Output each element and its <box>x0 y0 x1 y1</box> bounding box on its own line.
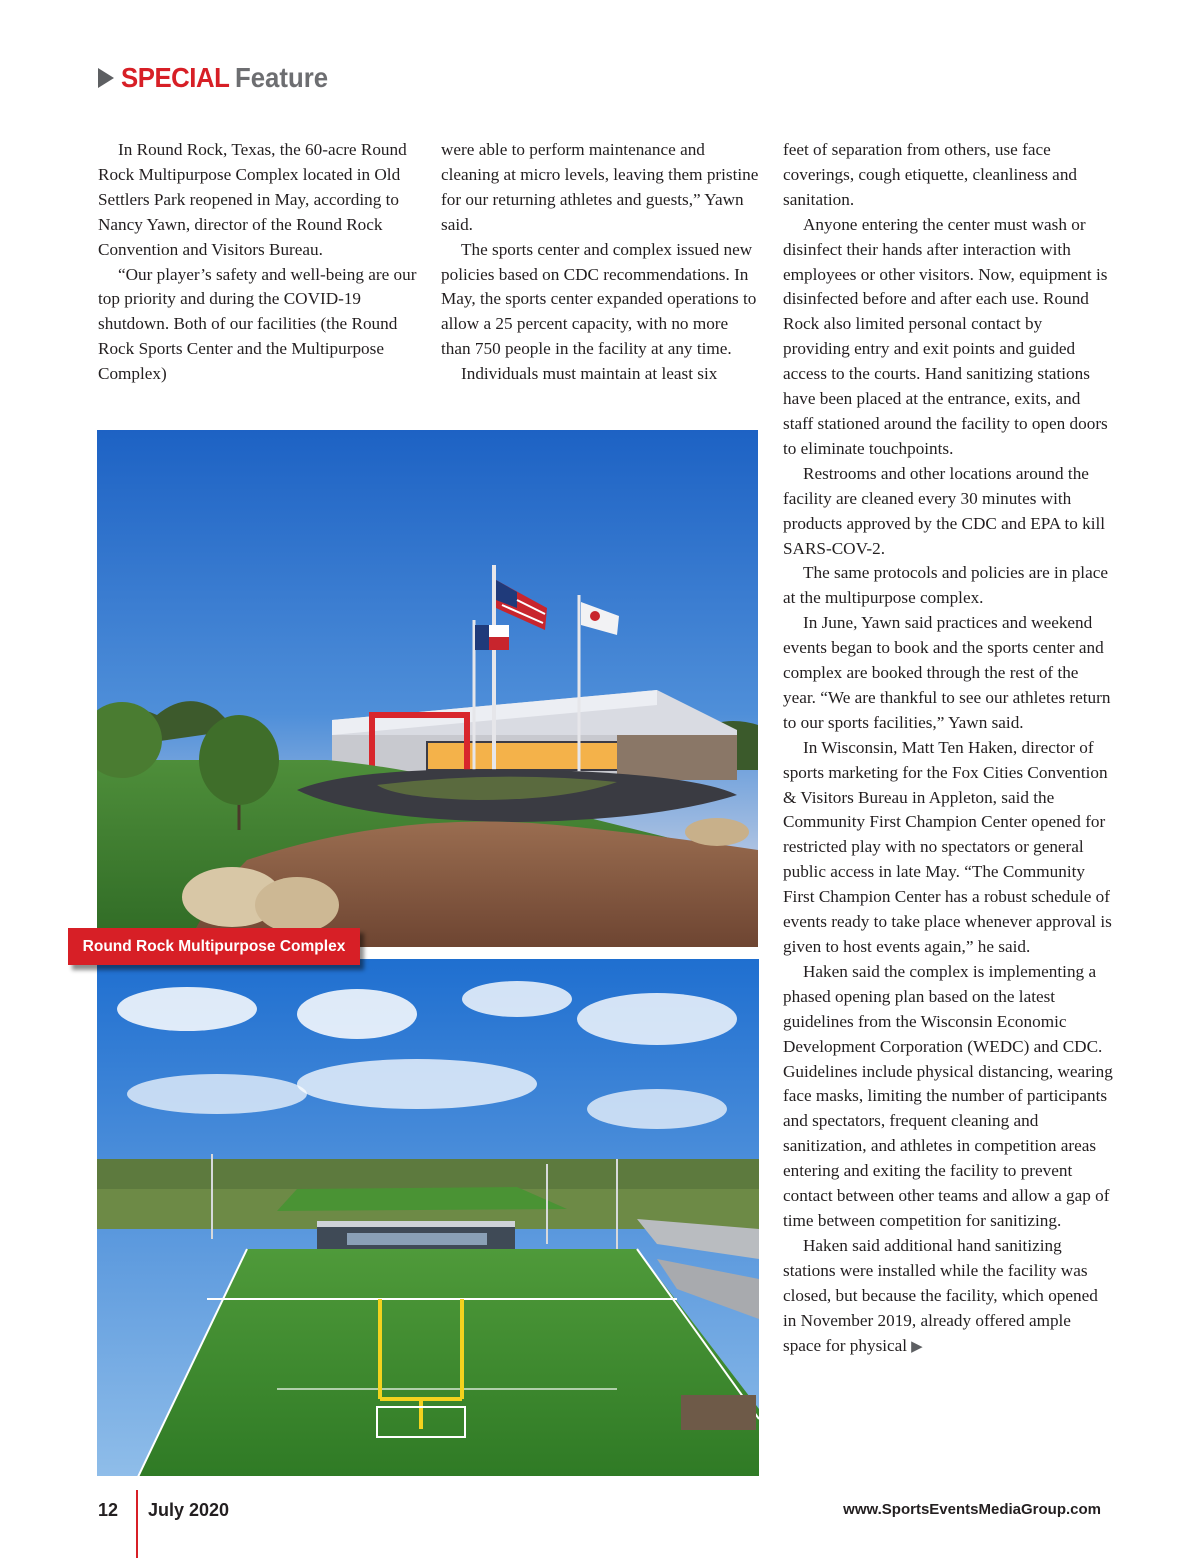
paragraph: The sports center and complex issued new policies based on CDC recommendations. In May, the sports center expanded operations to allow a 25 percent capacity, with no more than 750 people in the facility at any time. <box>441 239 757 359</box>
paragraph: were able to perform maintenance and cleaning at micro levels, leaving them pristine for our returning athletes and guests,” Yawn said. <box>441 140 759 234</box>
paragraph: In Round Rock, Texas, the 60-acre Round Rock Multipurpose Complex located in Old Settlers Park reopened in May, according to Nancy Yawn, director of the Round Rock Convention and Visitors Bureau. <box>98 140 407 259</box>
article-column-3 <box>783 138 1113 1359</box>
article-column-1 <box>98 138 418 387</box>
paragraph: Restrooms and other locations around the facility are cleaned every 30 minutes with products approved by the CDC and EPA to kill SARS-COV-2. <box>783 463 1106 558</box>
paragraph: In Wisconsin, Matt Ten Haken, director of sports marketing for the Fox Cities Convention & Visitors Bureau in Appleton, said the Community First Champion Center opened for restricted play with no spectators or general public access in late May. “The Community First Champion Center has a robust schedule of events ready to take place whenever approval is given to host events again,” he said. <box>783 737 1112 956</box>
paragraph: Haken said the complex is implementing a phased opening plan based on the latest guidelines from the Wisconsin Economic Development Corporation (WEDC) and CDC. Guidelines include physical distancing, wearing face masks, limiting the number of participants and spectators, frequent cleaning and sanitization, and athletes in competition areas entering and exiting the facility to prevent contact between other teams and allow a gap of time between competition for sanitizing. <box>783 961 1113 1230</box>
paragraph: In June, Yawn said practices and weekend events began to book and the sports center and complex are booked through the rest of the year. “We are thankful to see our athletes return to our sports facilities,” Yawn said. <box>783 613 1111 732</box>
paragraph: The same protocols and policies are in place at the multipurpose complex. <box>783 563 1108 608</box>
paragraph: Anyone entering the center must wash or disinfect their hands after interaction with employees or other visitors. Now, equipment is disinfected before and after each use. Round Rock also limited personal contact by providing entry and exit points and guided access to the courts. Hand sanitizing stations have been placed at the entrance, exits, and staff stationed around the facility to open doors to eliminate touchpoints. <box>783 214 1108 458</box>
header-special: SPECIAL <box>121 62 230 93</box>
aerial-fields-photo <box>97 959 759 1476</box>
paragraph-text: Haken said additional hand sanitizing stations were installed while the facility was closed, but because the facility, which opened in November 2019, already offered ample space for physical <box>783 1235 1098 1355</box>
section-header <box>98 58 336 98</box>
issue-date: July 2020 <box>148 1500 230 1520</box>
continue-arrow-icon: ▶ <box>911 1338 923 1355</box>
paragraph <box>783 1234 1113 1360</box>
footer-divider <box>136 1490 138 1558</box>
paragraph: feet of separation from others, use face coverings, cough etiquette, cleanliness and sanitation. <box>783 140 1078 209</box>
paragraph: “Our player’s safety and well-being are our top priority and during the COVID-19 shutdown. Both of our facilities (the Round Rock Sports Center and the Multipurpose Complex) <box>98 264 417 384</box>
play-triangle-icon <box>98 68 114 88</box>
paragraph: Individuals must maintain at least six <box>461 364 718 384</box>
photo-caption: Round Rock Multipurpose Complex <box>68 928 360 965</box>
website-url: www.SportsEventsMediaGroup.com <box>843 1501 1101 1518</box>
header-feature: Feature <box>234 62 328 93</box>
sports-center-photo <box>97 430 758 947</box>
page-number: 12 <box>98 1500 119 1520</box>
article-column-2 <box>441 138 761 387</box>
